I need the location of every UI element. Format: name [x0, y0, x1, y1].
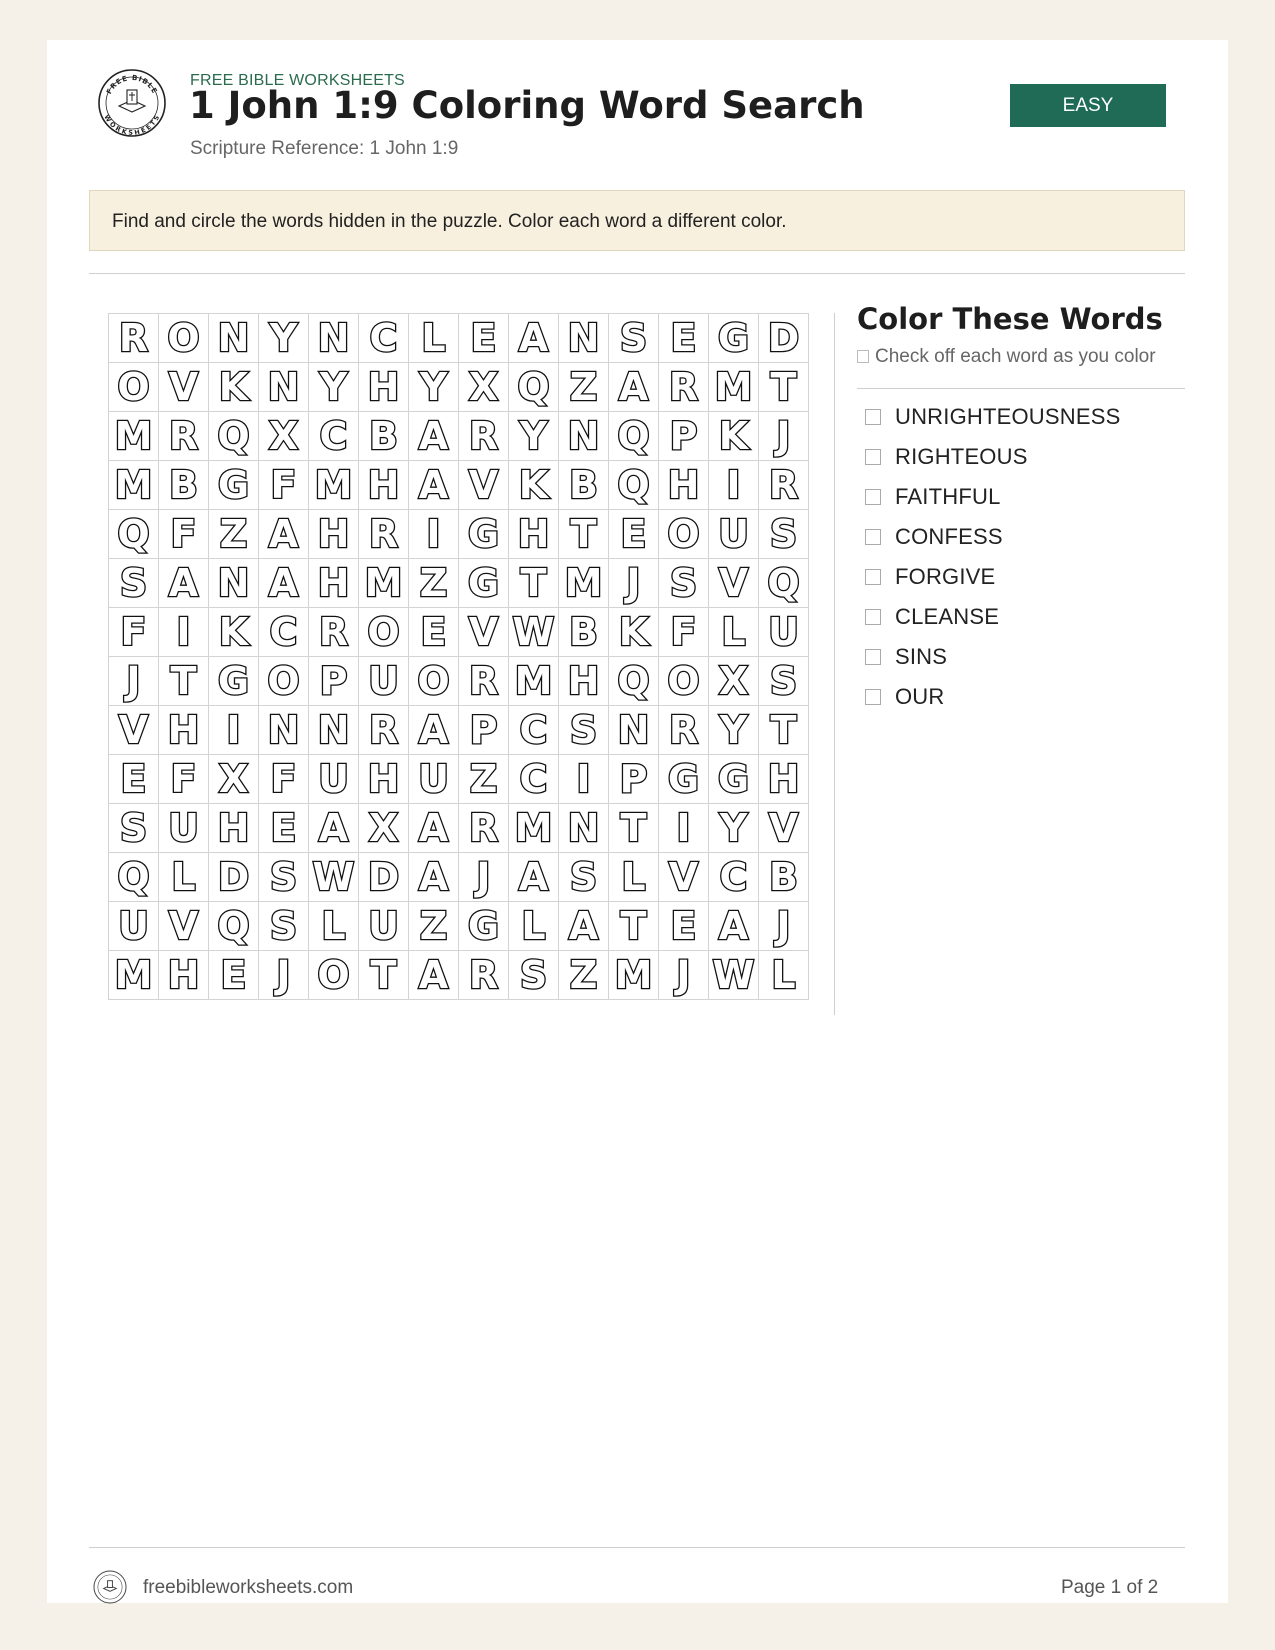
brand-name: FREE BIBLE WORKSHEETS — [190, 72, 405, 89]
grid-letter[interactable]: A — [559, 902, 609, 951]
column-divider — [834, 313, 835, 1015]
grid-letter[interactable]: N — [559, 314, 609, 363]
grid-letter[interactable]: W — [709, 951, 759, 1000]
grid-letter[interactable]: I — [659, 804, 709, 853]
grid-row — [109, 706, 809, 755]
grid-letter[interactable]: M — [109, 951, 159, 1000]
grid-letter[interactable]: M — [509, 804, 559, 853]
word-list-item — [857, 477, 1120, 517]
grid-letter[interactable]: L — [409, 314, 459, 363]
grid-row — [109, 510, 809, 559]
grid-letter[interactable]: T — [359, 951, 409, 1000]
grid-letter[interactable]: A — [309, 804, 359, 853]
grid-letter[interactable]: J — [659, 951, 709, 1000]
word-label: FORGIVE — [895, 564, 996, 589]
page-number: Page 1 of 2 — [1061, 1577, 1159, 1598]
grid-letter[interactable]: A — [409, 951, 459, 1000]
grid-letter[interactable]: T — [609, 902, 659, 951]
grid-row — [109, 559, 809, 608]
grid-letter[interactable]: G — [459, 559, 509, 608]
grid-letter[interactable]: I — [209, 706, 259, 755]
word-checkbox[interactable] — [865, 409, 881, 425]
word-list-item — [857, 637, 1120, 677]
grid-letter[interactable]: G — [459, 510, 509, 559]
grid-letter[interactable]: J — [759, 412, 809, 461]
svg-text:WORKSHEETS: WORKSHEETS — [102, 113, 162, 137]
grid-letter[interactable]: Y — [409, 363, 459, 412]
grid-letter[interactable]: Q — [609, 657, 659, 706]
grid-row — [109, 461, 809, 510]
word-label: UNRIGHTEOUSNESS — [895, 404, 1121, 429]
grid-letter[interactable]: C — [359, 314, 409, 363]
grid-letter[interactable]: B — [559, 608, 609, 657]
grid-letter[interactable]: Y — [309, 363, 359, 412]
grid-letter[interactable]: M — [309, 461, 359, 510]
word-list-item — [857, 597, 1120, 637]
grid-letter[interactable]: V — [109, 706, 159, 755]
grid-letter[interactable]: Z — [409, 559, 459, 608]
grid-letter[interactable]: R — [109, 314, 159, 363]
grid-row — [109, 853, 809, 902]
grid-letter[interactable]: K — [209, 363, 259, 412]
grid-letter[interactable]: O — [409, 657, 459, 706]
grid-letter[interactable]: M — [559, 559, 609, 608]
grid-letter[interactable]: R — [659, 706, 709, 755]
grid-letter[interactable]: N — [209, 559, 259, 608]
grid-letter[interactable]: U — [309, 755, 359, 804]
word-checkbox[interactable] — [865, 529, 881, 545]
grid-letter[interactable]: U — [409, 755, 459, 804]
bible-seal-icon — [97, 68, 167, 138]
grid-letter[interactable]: V — [159, 902, 209, 951]
grid-letter[interactable]: X — [259, 412, 309, 461]
grid-letter[interactable]: H — [359, 755, 409, 804]
grid-letter[interactable]: Y — [709, 804, 759, 853]
grid-letter[interactable]: Z — [459, 755, 509, 804]
grid-letter[interactable]: E — [609, 510, 659, 559]
grid-letter[interactable]: J — [609, 559, 659, 608]
grid-letter[interactable]: A — [259, 510, 309, 559]
grid-letter[interactable]: L — [609, 853, 659, 902]
grid-letter[interactable]: L — [309, 902, 359, 951]
footer-divider — [89, 1547, 1185, 1548]
grid-row — [109, 657, 809, 706]
worksheet-page — [47, 40, 1228, 1603]
grid-letter[interactable]: K — [509, 461, 559, 510]
page-title: 1 John 1:9 Coloring Word Search — [189, 84, 865, 127]
grid-letter[interactable]: Q — [209, 412, 259, 461]
footer-website: freebibleworksheets.com — [143, 1577, 354, 1598]
grid-letter[interactable]: S — [659, 559, 709, 608]
grid-letter[interactable]: V — [759, 804, 809, 853]
grid-letter[interactable]: J — [259, 951, 309, 1000]
grid-letter[interactable]: Z — [409, 902, 459, 951]
grid-letter[interactable]: F — [109, 608, 159, 657]
grid-letter[interactable]: A — [509, 314, 559, 363]
grid-letter[interactable]: F — [659, 608, 709, 657]
grid-letter[interactable]: A — [709, 902, 759, 951]
word-label: FAITHFUL — [895, 484, 1001, 509]
grid-letter[interactable]: R — [159, 412, 209, 461]
grid-letter[interactable]: U — [759, 608, 809, 657]
grid-letter[interactable]: T — [609, 804, 659, 853]
grid-letter[interactable]: H — [759, 755, 809, 804]
grid-row — [109, 804, 809, 853]
grid-letter[interactable]: A — [609, 363, 659, 412]
grid-letter[interactable]: A — [509, 853, 559, 902]
grid-letter[interactable]: L — [709, 608, 759, 657]
grid-letter[interactable]: I — [559, 755, 609, 804]
grid-letter[interactable]: D — [209, 853, 259, 902]
word-list-item — [857, 557, 1120, 597]
grid-letter[interactable]: E — [209, 951, 259, 1000]
grid-letter[interactable]: U — [109, 902, 159, 951]
grid-letter[interactable]: T — [159, 657, 209, 706]
grid-letter[interactable]: K — [209, 608, 259, 657]
word-checkbox[interactable] — [865, 449, 881, 465]
grid-letter[interactable]: X — [709, 657, 759, 706]
grid-letter[interactable]: O — [109, 363, 159, 412]
grid-letter[interactable]: T — [759, 363, 809, 412]
grid-letter[interactable]: L — [509, 902, 559, 951]
grid-letter[interactable]: R — [759, 461, 809, 510]
grid-letter[interactable]: T — [559, 510, 609, 559]
grid-letter[interactable]: P — [659, 412, 709, 461]
grid-letter[interactable]: Z — [209, 510, 259, 559]
grid-letter[interactable]: U — [159, 804, 209, 853]
word-list-hint — [857, 346, 1156, 368]
word-checkbox[interactable] — [865, 689, 881, 705]
grid-letter[interactable]: R — [359, 510, 409, 559]
grid-letter[interactable]: Y — [509, 412, 559, 461]
grid-letter[interactable]: W — [509, 608, 559, 657]
grid-letter[interactable]: N — [309, 706, 359, 755]
grid-letter[interactable]: B — [759, 853, 809, 902]
grid-letter[interactable]: C — [709, 853, 759, 902]
grid-letter[interactable]: A — [409, 706, 459, 755]
grid-letter[interactable]: H — [159, 951, 209, 1000]
grid-letter[interactable]: R — [459, 412, 509, 461]
grid-letter[interactable]: P — [459, 706, 509, 755]
word-list-divider — [857, 388, 1185, 389]
grid-letter[interactable]: Q — [109, 853, 159, 902]
grid-letter[interactable]: K — [709, 412, 759, 461]
grid-letter[interactable]: Q — [609, 412, 659, 461]
grid-letter[interactable]: R — [309, 608, 359, 657]
grid-letter[interactable]: J — [109, 657, 159, 706]
grid-letter[interactable]: S — [559, 706, 609, 755]
grid-letter[interactable]: M — [609, 951, 659, 1000]
grid-row — [109, 608, 809, 657]
grid-letter[interactable]: I — [409, 510, 459, 559]
grid-letter[interactable]: E — [259, 804, 309, 853]
grid-letter[interactable]: K — [609, 608, 659, 657]
grid-letter[interactable]: J — [459, 853, 509, 902]
grid-letter[interactable]: F — [159, 510, 209, 559]
grid-letter[interactable]: G — [459, 902, 509, 951]
grid-letter[interactable]: X — [359, 804, 409, 853]
word-label: RIGHTEOUS — [895, 444, 1028, 469]
grid-letter[interactable]: A — [409, 461, 459, 510]
word-list-title: Color These Words — [857, 302, 1163, 336]
grid-letter[interactable]: J — [759, 902, 809, 951]
grid-letter[interactable]: S — [259, 902, 309, 951]
grid-letter[interactable]: I — [709, 461, 759, 510]
grid-letter[interactable]: O — [309, 951, 359, 1000]
grid-letter[interactable]: C — [509, 755, 559, 804]
grid-letter[interactable]: B — [359, 412, 409, 461]
word-list-item — [857, 677, 1120, 717]
grid-letter[interactable]: V — [459, 461, 509, 510]
grid-letter[interactable]: F — [259, 461, 309, 510]
grid-letter[interactable]: Q — [609, 461, 659, 510]
word-label: CONFESS — [895, 524, 1003, 549]
grid-letter[interactable]: V — [659, 853, 709, 902]
word-list-item — [857, 437, 1120, 477]
grid-letter[interactable]: T — [759, 706, 809, 755]
grid-letter[interactable]: A — [159, 559, 209, 608]
grid-letter[interactable]: O — [259, 657, 309, 706]
grid-letter[interactable]: G — [709, 314, 759, 363]
grid-letter[interactable]: G — [209, 657, 259, 706]
word-search-grid — [108, 313, 809, 1000]
word-label: OUR — [895, 684, 945, 709]
grid-letter[interactable]: A — [409, 804, 459, 853]
grid-letter[interactable]: M — [109, 412, 159, 461]
grid-letter[interactable]: E — [459, 314, 509, 363]
grid-row — [109, 412, 809, 461]
grid-letter[interactable]: H — [359, 461, 409, 510]
grid-letter[interactable]: S — [109, 559, 159, 608]
grid-letter[interactable]: H — [559, 657, 609, 706]
grid-letter[interactable]: W — [309, 853, 359, 902]
grid-letter[interactable]: H — [659, 461, 709, 510]
grid-row — [109, 951, 809, 1000]
grid-letter[interactable]: S — [509, 951, 559, 1000]
grid-letter[interactable]: X — [209, 755, 259, 804]
grid-letter[interactable]: S — [259, 853, 309, 902]
grid-letter[interactable]: H — [159, 706, 209, 755]
grid-letter[interactable]: N — [559, 412, 609, 461]
grid-letter[interactable]: V — [159, 363, 209, 412]
footer-logo-icon — [93, 1570, 127, 1604]
grid-letter[interactable]: H — [359, 363, 409, 412]
grid-letter[interactable]: C — [509, 706, 559, 755]
grid-letter[interactable]: R — [659, 363, 709, 412]
grid-letter[interactable]: O — [659, 510, 709, 559]
grid-letter[interactable]: M — [109, 461, 159, 510]
grid-letter[interactable]: H — [309, 510, 359, 559]
grid-letter[interactable]: A — [259, 559, 309, 608]
word-list — [857, 397, 1120, 717]
grid-letter[interactable]: Q — [759, 559, 809, 608]
grid-letter[interactable]: R — [459, 657, 509, 706]
grid-letter[interactable]: D — [759, 314, 809, 363]
grid-letter[interactable]: B — [559, 461, 609, 510]
word-list-item — [857, 517, 1120, 557]
grid-letter[interactable]: O — [159, 314, 209, 363]
grid-letter[interactable]: S — [559, 853, 609, 902]
grid-letter[interactable]: X — [459, 363, 509, 412]
grid-letter[interactable]: S — [109, 804, 159, 853]
grid-letter[interactable]: T — [509, 559, 559, 608]
word-label: CLEANSE — [895, 604, 1000, 629]
grid-letter[interactable]: Z — [559, 363, 609, 412]
grid-letter[interactable]: Z — [559, 951, 609, 1000]
grid-letter[interactable]: M — [509, 657, 559, 706]
word-checkbox[interactable] — [865, 569, 881, 585]
grid-letter[interactable]: G — [659, 755, 709, 804]
grid-letter[interactable]: Q — [509, 363, 559, 412]
divider — [89, 273, 1185, 274]
grid-letter[interactable]: V — [459, 608, 509, 657]
scripture-reference: Scripture Reference: 1 John 1:9 — [190, 138, 459, 159]
grid-letter[interactable]: Y — [709, 706, 759, 755]
grid-row — [109, 902, 809, 951]
grid-letter[interactable]: F — [159, 755, 209, 804]
grid-letter[interactable]: E — [409, 608, 459, 657]
word-list-hint-text: Check off each word as you color — [875, 346, 1156, 367]
grid-letter[interactable]: L — [159, 853, 209, 902]
grid-letter[interactable]: A — [409, 853, 459, 902]
word-checkbox[interactable] — [865, 609, 881, 625]
grid-letter[interactable]: V — [709, 559, 759, 608]
grid-letter[interactable]: H — [509, 510, 559, 559]
grid-letter[interactable]: N — [209, 314, 259, 363]
grid-letter[interactable]: F — [259, 755, 309, 804]
grid-letter[interactable]: H — [209, 804, 259, 853]
grid-letter[interactable]: Q — [209, 902, 259, 951]
grid-letter[interactable]: P — [309, 657, 359, 706]
grid-row — [109, 363, 809, 412]
grid-letter[interactable]: E — [109, 755, 159, 804]
grid-letter[interactable]: C — [309, 412, 359, 461]
word-checkbox[interactable] — [865, 649, 881, 665]
grid-row — [109, 314, 809, 363]
grid-letter[interactable]: U — [709, 510, 759, 559]
checkbox-icon — [857, 350, 869, 363]
grid-letter[interactable]: N — [259, 706, 309, 755]
grid-letter[interactable]: B — [159, 461, 209, 510]
svg-text:FREE BIBLE: FREE BIBLE — [105, 73, 159, 96]
grid-letter[interactable]: M — [709, 363, 759, 412]
grid-letter[interactable]: S — [759, 657, 809, 706]
grid-letter[interactable]: R — [459, 951, 509, 1000]
grid-letter[interactable]: O — [659, 657, 709, 706]
grid-row — [109, 755, 809, 804]
grid-letter[interactable]: U — [359, 902, 409, 951]
grid-letter[interactable]: U — [359, 657, 409, 706]
grid-letter[interactable]: M — [359, 559, 409, 608]
word-label: SINS — [895, 644, 948, 669]
grid-letter[interactable]: A — [409, 412, 459, 461]
grid-letter[interactable]: L — [759, 951, 809, 1000]
grid-letter[interactable]: S — [609, 314, 659, 363]
word-checkbox[interactable] — [865, 489, 881, 505]
grid-letter[interactable]: N — [259, 363, 309, 412]
grid-letter[interactable]: O — [359, 608, 409, 657]
grid-letter[interactable]: S — [759, 510, 809, 559]
grid-letter[interactable]: R — [459, 804, 509, 853]
grid-letter[interactable]: D — [359, 853, 409, 902]
grid-letter[interactable]: C — [259, 608, 309, 657]
grid-letter[interactable]: N — [609, 706, 659, 755]
grid-letter[interactable]: Y — [259, 314, 309, 363]
word-list-item — [857, 397, 1120, 437]
grid-letter[interactable]: G — [709, 755, 759, 804]
grid-letter[interactable]: E — [659, 314, 709, 363]
grid-letter[interactable]: G — [209, 461, 259, 510]
difficulty-badge[interactable]: EASY — [1010, 84, 1166, 127]
grid-letter[interactable]: Q — [109, 510, 159, 559]
grid-letter[interactable]: P — [609, 755, 659, 804]
grid-letter[interactable]: N — [309, 314, 359, 363]
grid-letter[interactable]: N — [559, 804, 609, 853]
grid-letter[interactable]: I — [159, 608, 209, 657]
grid-letter[interactable]: E — [659, 902, 709, 951]
instructions-box: Find and circle the words hidden in the puzzle. Color each word a different color. — [89, 190, 1185, 251]
grid-letter[interactable]: R — [359, 706, 409, 755]
grid-letter[interactable]: H — [309, 559, 359, 608]
